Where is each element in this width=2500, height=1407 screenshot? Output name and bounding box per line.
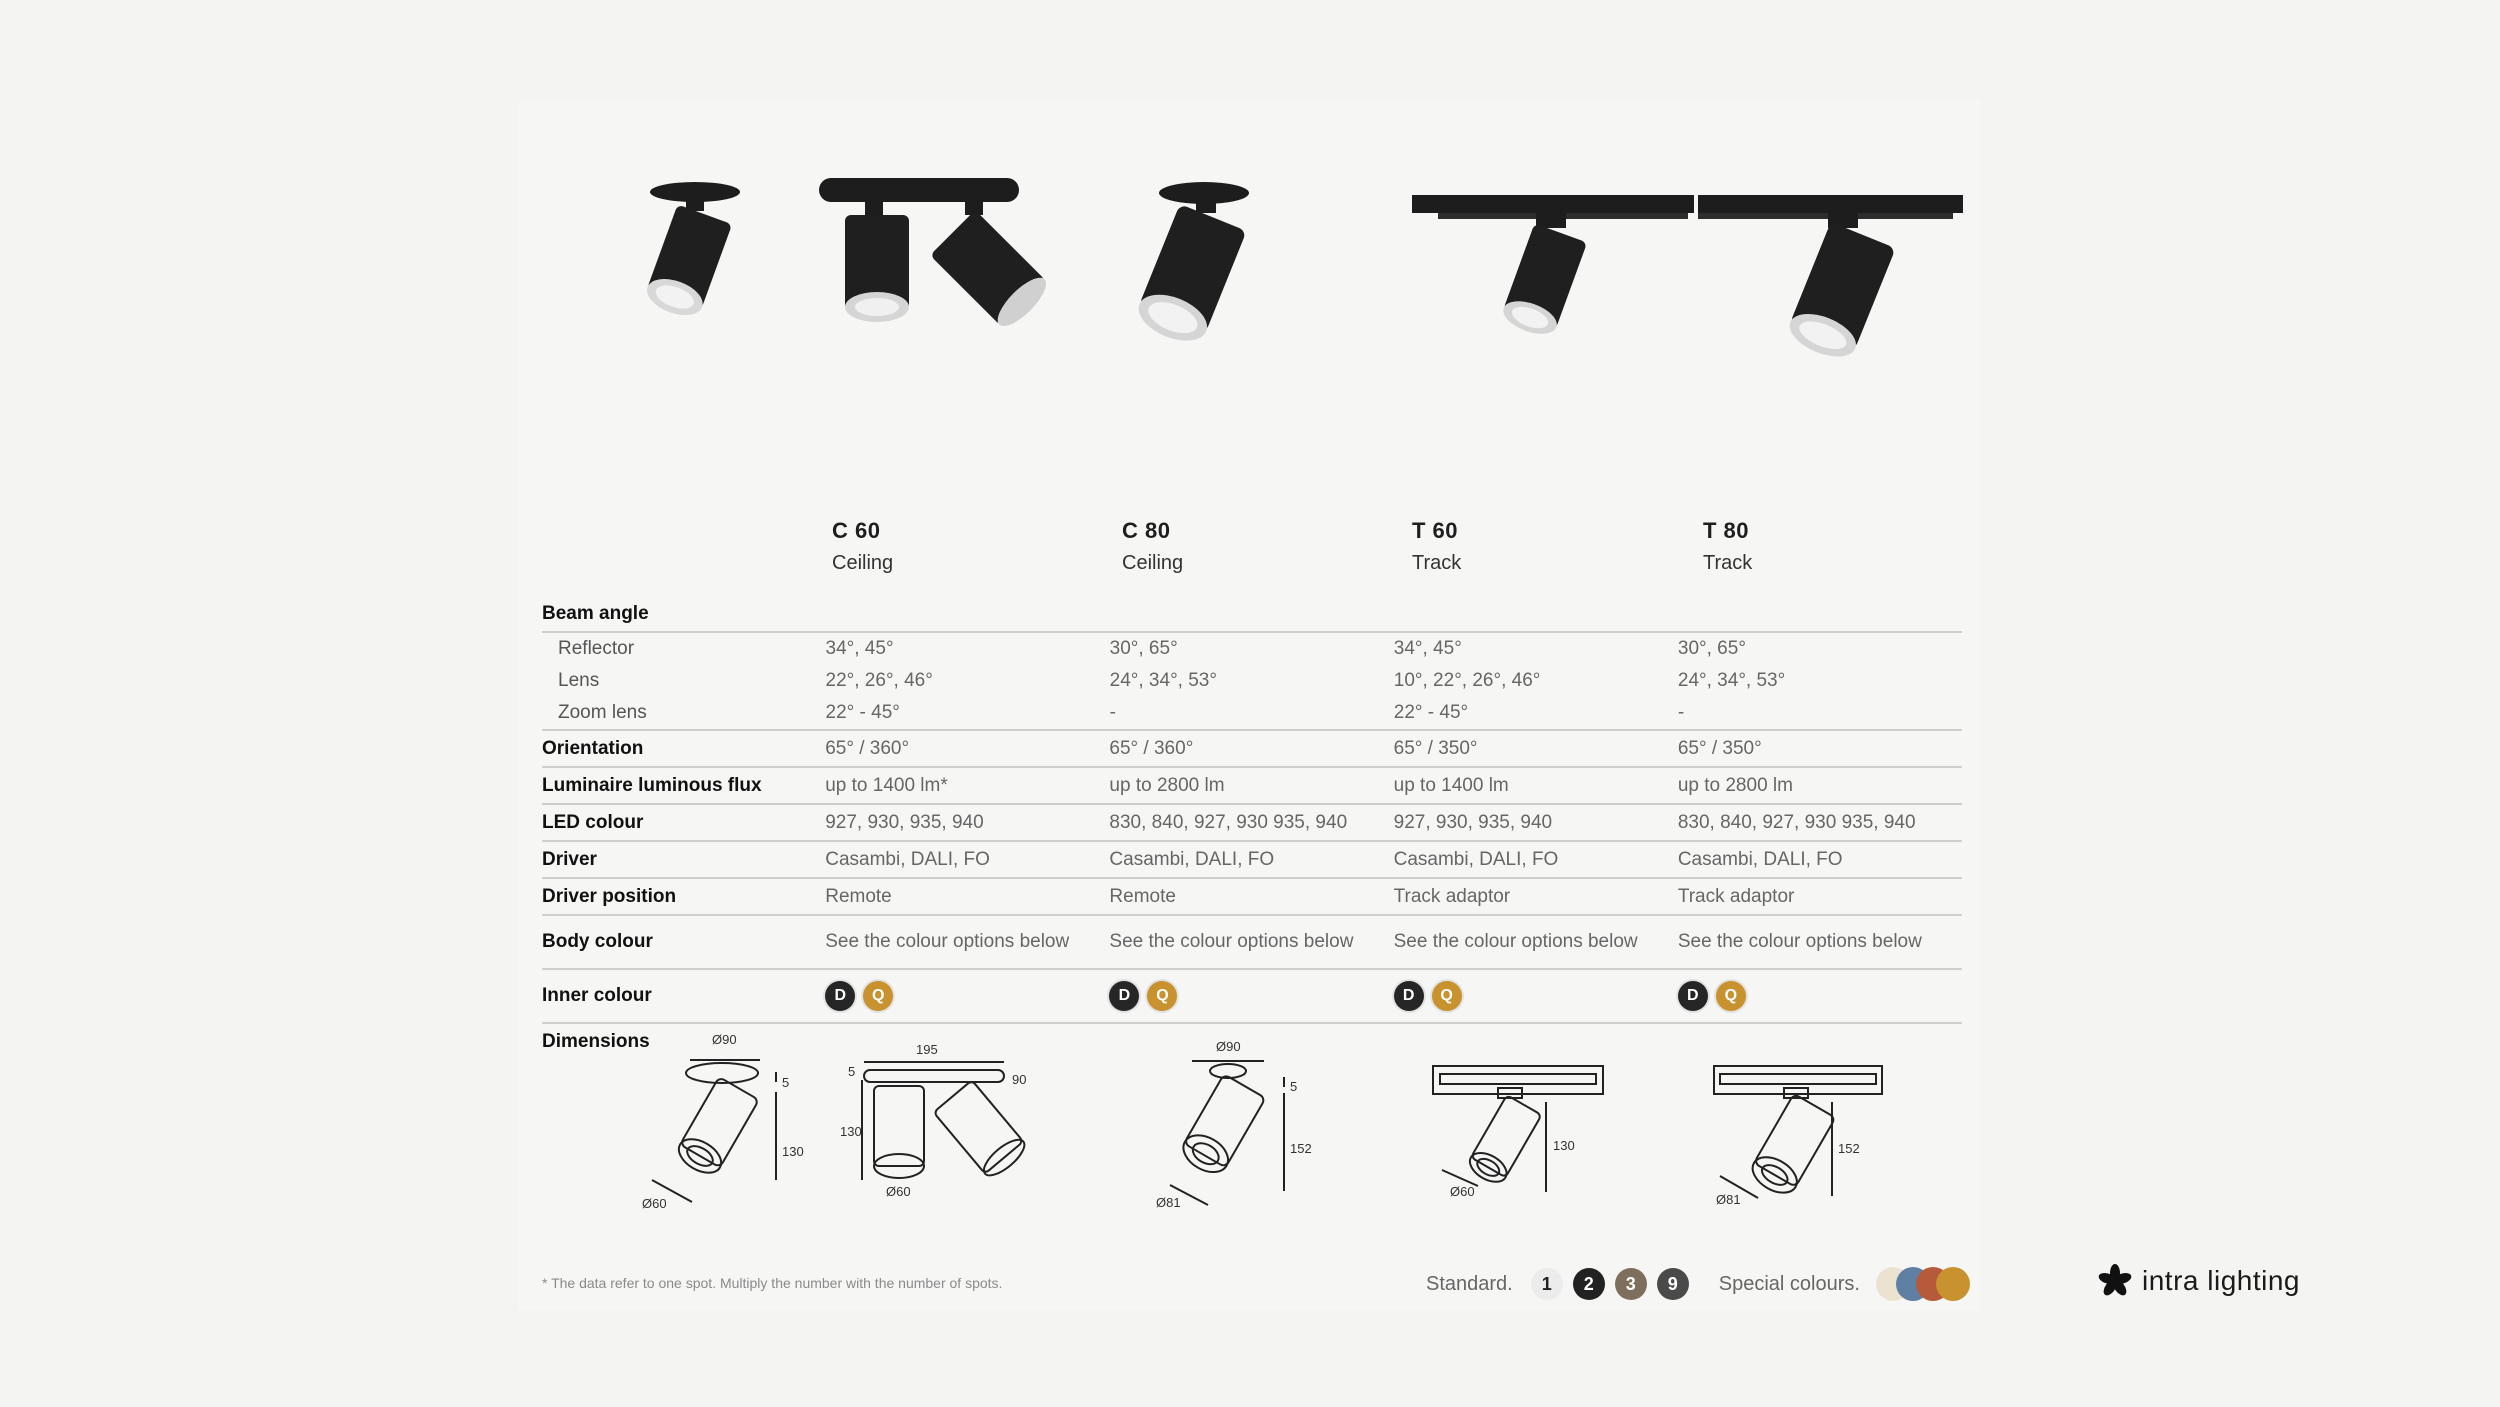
dim-base: Ø60 [642, 1196, 667, 1211]
star-logo-icon [2098, 1264, 2132, 1298]
standard-colour-1-swatch: 1 [1531, 1268, 1563, 1300]
inner-colour-cell [1394, 981, 1678, 1011]
row-driver [542, 842, 1962, 879]
cell: Casambi, DALI, FO [1109, 848, 1275, 870]
cell: 927, 930, 935, 940 [825, 811, 984, 833]
footnote: * The data refer to one spot. Multiply the number with the number of spots. [542, 1275, 1003, 1291]
cell: 22° - 45° [825, 702, 900, 723]
cell: 22° - 45° [1393, 702, 1469, 723]
c60-double-product-image [815, 175, 1060, 335]
standard-label: Standard. [1426, 1272, 1513, 1295]
cell: Casambi, DALI, FO [1677, 848, 1843, 870]
c60-single-product-image [628, 175, 748, 325]
inner-colour-q-swatch: Q [1432, 981, 1462, 1011]
cell: 22°, 26°, 46° [825, 670, 933, 691]
product-type: Ceiling [832, 552, 894, 574]
cell: 24°, 34°, 53° [1677, 670, 1786, 691]
spec-table [542, 596, 1962, 1060]
inner-colour-d-swatch: D [1394, 981, 1424, 1011]
row-label: Inner colour [542, 985, 652, 1006]
row-label: Driver position [542, 885, 677, 907]
cell: 65° / 360° [1109, 737, 1194, 759]
cell: up to 1400 lm [1393, 774, 1509, 796]
special-colours-label: Special colours. [1718, 1272, 1860, 1295]
row-label: Driver [542, 848, 597, 870]
product-type: Track [1412, 552, 1462, 574]
row-label: Body colour [542, 931, 653, 952]
dim-base: Ø60 [886, 1184, 911, 1199]
cell: 30°, 65° [1677, 638, 1746, 659]
cell: up to 2800 lm [1677, 774, 1793, 796]
standard-colour-9-swatch: 9 [1657, 1268, 1689, 1300]
row-body-colour [542, 916, 1962, 970]
product-code: T 60 [1412, 518, 1459, 543]
row-label: Zoom lens [558, 702, 647, 723]
row-driver-position [542, 879, 1962, 916]
inner-colour-q-swatch: Q [1716, 981, 1746, 1011]
cell: Casambi, DALI, FO [825, 848, 990, 870]
brand-logo [2098, 1264, 2300, 1298]
cell: 927, 930, 935, 940 [1393, 811, 1553, 833]
cell: 65° / 350° [1393, 737, 1478, 759]
dim-diameter-top: Ø90 [712, 1032, 737, 1047]
special-colour-gold-swatch [1936, 1267, 1970, 1301]
cell: - [1109, 702, 1116, 723]
row-label: Orientation [542, 737, 644, 759]
cell: See the colour options below [1393, 931, 1638, 952]
t60-dimension-drawing [1428, 1058, 1618, 1208]
inner-colour-q-swatch: Q [1147, 981, 1177, 1011]
special-colours-swatches [1876, 1267, 1972, 1301]
cell: 830, 840, 927, 930 935, 940 [1109, 811, 1348, 833]
product-code: T 80 [1703, 518, 1750, 543]
inner-colour-d-swatch: D [1678, 981, 1708, 1011]
dim-height: 130 [782, 1144, 804, 1159]
cell: See the colour options below [1109, 931, 1354, 952]
row-led-colour [542, 805, 1962, 842]
dim-base: Ø81 [1156, 1195, 1181, 1210]
inner-colour-d-swatch: D [825, 981, 855, 1011]
dim-height: 152 [1290, 1141, 1312, 1156]
t60-product-image [1408, 190, 1698, 350]
standard-colour-2-swatch: 2 [1573, 1268, 1605, 1300]
cell: Casambi, DALI, FO [1393, 848, 1559, 870]
row-label: Luminaire luminous flux [542, 774, 762, 796]
column-header-t80 [1703, 518, 1752, 575]
row-inner-colour [542, 970, 1962, 1024]
cell: Track adaptor [1677, 885, 1795, 907]
inner-colour-d-swatch: D [1109, 981, 1139, 1011]
cell: See the colour options below [825, 931, 1070, 952]
inner-colour-cell [1109, 981, 1393, 1011]
product-type: Ceiling [1122, 552, 1184, 574]
row-label: Beam angle [542, 602, 649, 624]
cell: Track adaptor [1393, 885, 1511, 907]
dim-base: Ø81 [1716, 1192, 1741, 1207]
cell: up to 1400 lm* [825, 774, 948, 796]
row-label: Dimensions [542, 1031, 650, 1052]
row-lens [542, 665, 1962, 697]
column-header-t60 [1412, 518, 1461, 575]
cell: 830, 840, 927, 930 935, 940 [1677, 811, 1916, 833]
c80-dimension-drawing [1150, 1035, 1330, 1225]
cell: 65° / 360° [825, 737, 910, 759]
row-reflector [542, 631, 1962, 665]
cell: 65° / 350° [1677, 737, 1762, 759]
dim-height: 130 [840, 1124, 862, 1139]
column-header-c60 [832, 518, 893, 575]
t80-dimension-drawing [1710, 1058, 1900, 1218]
product-type: Track [1703, 552, 1753, 574]
cell: Remote [1109, 885, 1176, 907]
colour-legend [1426, 1267, 1972, 1301]
dim-cap: 5 [848, 1064, 856, 1079]
standard-colour-3-swatch: 3 [1615, 1268, 1647, 1300]
row-beam-angle [542, 596, 1962, 631]
inner-colour-q-swatch: Q [863, 981, 893, 1011]
t80-product-image [1698, 190, 1963, 370]
product-code: C 60 [832, 518, 881, 543]
product-code: C 80 [1122, 518, 1171, 543]
dim-height: 130 [1553, 1138, 1575, 1153]
dim-width: 195 [916, 1042, 938, 1057]
column-header-c80 [1122, 518, 1183, 575]
cell: Remote [825, 885, 892, 907]
inner-colour-cell [825, 981, 1109, 1011]
cell: 34°, 45° [1393, 638, 1462, 659]
cell: - [1677, 702, 1685, 723]
cell: See the colour options below [1677, 931, 1922, 952]
row-label: LED colour [542, 811, 644, 833]
dim-height: 152 [1838, 1141, 1860, 1156]
row-label: Reflector [558, 638, 635, 659]
dim-base: Ø60 [1450, 1184, 1475, 1199]
inner-colour-cell [1678, 981, 1962, 1011]
cell: up to 2800 lm [1109, 774, 1225, 796]
c80-product-image [1116, 175, 1256, 350]
cell: 10°, 22°, 26°, 46° [1393, 670, 1541, 691]
cell: 24°, 34°, 53° [1109, 670, 1217, 691]
dim-side: 90 [1012, 1072, 1027, 1087]
dim-cap: 5 [1290, 1079, 1298, 1094]
row-orientation [542, 731, 1962, 768]
dim-diameter-top: Ø90 [1216, 1039, 1241, 1054]
cell: 34°, 45° [825, 638, 894, 659]
row-luminous-flux [542, 768, 1962, 805]
c60-single-dimension-drawing [630, 1030, 810, 1220]
row-label: Lens [558, 670, 600, 691]
row-zoom-lens [542, 697, 1962, 731]
c60-double-dimension-drawing [836, 1040, 1046, 1210]
dim-cap: 5 [782, 1075, 790, 1090]
brand-name: intra lighting [2142, 1265, 2300, 1296]
cell: 30°, 65° [1109, 638, 1178, 659]
